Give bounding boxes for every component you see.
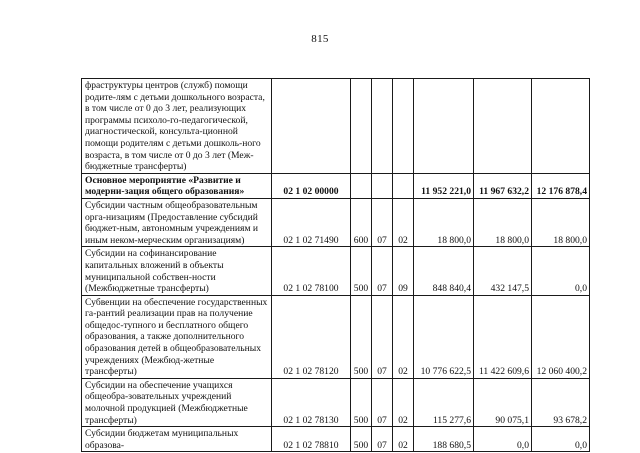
- row-year3-amount: [532, 79, 590, 174]
- row-rz-cell: 07: [372, 427, 393, 452]
- row-name-cell: Субсидии на софинансирование капитальных вложений в объекты муниципальной собствен-ности (Межбюджетные трансферты): [82, 247, 272, 295]
- row-name-cell: Субсидии на обеспечение учащихся общеобра-зовательных учреждений молочной продукцией (Межбюджетные трансферты): [82, 378, 272, 426]
- row-year3-amount: 93 678,2: [532, 378, 590, 426]
- row-rz-cell: [372, 79, 393, 174]
- row-vr-cell: 500: [351, 247, 372, 295]
- row-year2-amount: 0,0: [474, 427, 532, 452]
- row-code-cell: 02 1 02 78120: [272, 295, 351, 378]
- row-name-cell: фраструктуры центров (служб) помощи родите-лям с детьми дошкольного возраста, в том числе от 0 до 3 лет, реализующих программы психоло-го-педагогической, диагностической, консульта-ционной помощи родителям с детьми дошколь-ного возраста, в том числе от 0 до 3 лет (Меж-бюджетные трансферты): [82, 79, 272, 174]
- row-year2-amount: 11 422 609,6: [474, 295, 532, 378]
- table-row: [82, 173, 590, 198]
- row-year3-amount: 12 176 878,4: [532, 173, 590, 198]
- row-year1-amount: 188 680,5: [414, 427, 474, 452]
- row-name-cell: Субсидии бюджетам муниципальных образова-: [82, 427, 272, 452]
- row-vr-cell: 600: [351, 198, 372, 246]
- row-year1-amount: 848 840,4: [414, 247, 474, 295]
- row-vr-cell: 500: [351, 295, 372, 378]
- row-name-cell: Субвенции на обеспечение государственных га-рантий реализации прав на получение общедос-тупного и бесплатного общего образования, а также дополнительного образования детей в общеобразовательных учреждениях (Межбюд-жетные трансферты): [82, 295, 272, 378]
- row-rz-cell: 07: [372, 247, 393, 295]
- row-code-cell: [272, 79, 351, 174]
- row-name-cell: Субсидии частным общеобразовательным орга-низациям (Предоставление субсидий бюджет-ным, автономным учреждениям и иным неком-мерческим организациям): [82, 198, 272, 246]
- row-vr-cell: 500: [351, 427, 372, 452]
- row-rz-cell: 07: [372, 198, 393, 246]
- table-row: [82, 427, 590, 452]
- row-vr-cell: 500: [351, 378, 372, 426]
- row-rz-cell: [372, 173, 393, 198]
- row-year2-amount: 18 800,0: [474, 198, 532, 246]
- table-row: [82, 295, 590, 378]
- row-year2-amount: 11 967 632,2: [474, 173, 532, 198]
- table-row: [82, 247, 590, 295]
- row-year3-amount: 18 800,0: [532, 198, 590, 246]
- row-code-cell: 02 1 02 78130: [272, 378, 351, 426]
- row-year1-amount: 11 952 221,0: [414, 173, 474, 198]
- row-year2-amount: 90 075,1: [474, 378, 532, 426]
- row-vr-cell: [351, 173, 372, 198]
- row-code-cell: 02 1 02 78100: [272, 247, 351, 295]
- row-pr-cell: [393, 173, 414, 198]
- row-year1-amount: 18 800,0: [414, 198, 474, 246]
- row-year3-amount: 12 060 400,2: [532, 295, 590, 378]
- row-code-cell: 02 1 02 78810: [272, 427, 351, 452]
- row-code-cell: 02 1 02 71490: [272, 198, 351, 246]
- row-pr-cell: 02: [393, 198, 414, 246]
- row-rz-cell: 07: [372, 378, 393, 426]
- table-row: [82, 79, 590, 174]
- row-year2-amount: [474, 79, 532, 174]
- row-pr-cell: [393, 79, 414, 174]
- row-pr-cell: 02: [393, 427, 414, 452]
- row-year1-amount: [414, 79, 474, 174]
- row-vr-cell: [351, 79, 372, 174]
- row-year3-amount: 0,0: [532, 247, 590, 295]
- table-row: [82, 198, 590, 246]
- row-year1-amount: 115 277,6: [414, 378, 474, 426]
- row-rz-cell: 07: [372, 295, 393, 378]
- budget-table: [81, 78, 590, 452]
- page-number: 815: [311, 33, 329, 45]
- table-row: [82, 378, 590, 426]
- row-code-cell: 02 1 02 00000: [272, 173, 351, 198]
- row-pr-cell: 09: [393, 247, 414, 295]
- row-pr-cell: 02: [393, 295, 414, 378]
- row-name-cell: Основное мероприятие «Развитие и модерни-зация общего образования»: [82, 173, 272, 198]
- row-year2-amount: 432 147,5: [474, 247, 532, 295]
- row-year1-amount: 10 776 622,5: [414, 295, 474, 378]
- row-pr-cell: 02: [393, 378, 414, 426]
- row-year3-amount: 0,0: [532, 427, 590, 452]
